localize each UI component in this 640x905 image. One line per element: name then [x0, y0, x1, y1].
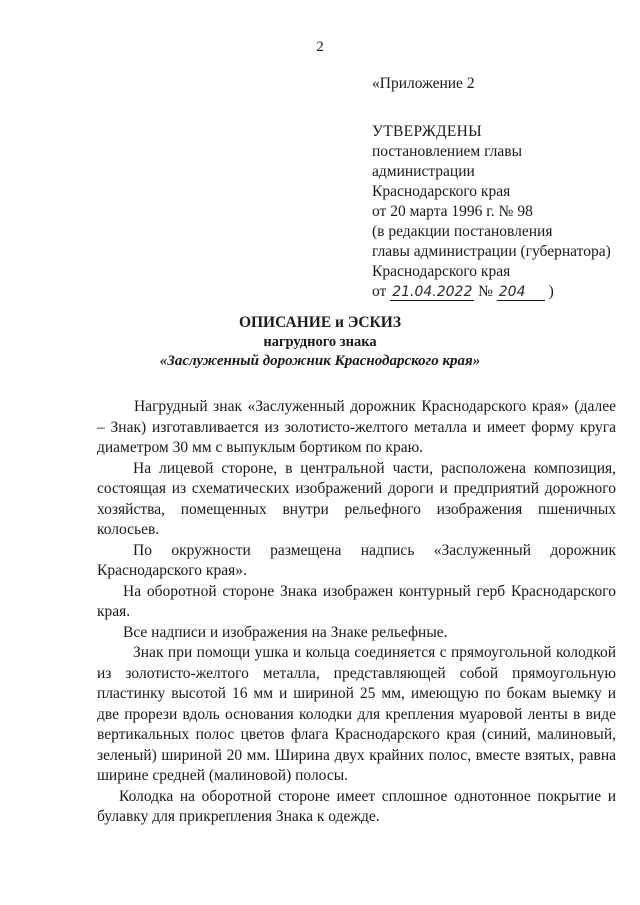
paragraph: Нагрудный знак «Заслуженный дорожник Краснодарского края» (далее – Знак) изготавливается из золотисто-желтого металла и имеет форму круга диаметром 30 мм с выпуклым бортиком по краю. — [97, 398, 616, 456]
handwritten-number: 204 — [497, 284, 545, 301]
paragraph: Все надписи и изображения на Знаке рельефные. — [123, 623, 448, 641]
title-line-3: «Заслуженный дорожник Краснодарского края» — [159, 353, 481, 369]
approval-from-prefix: от — [372, 283, 387, 300]
page-number: 2 — [316, 39, 324, 55]
paragraph: Колодка на оборотной стороне имеет сплошное однотонное покрытие и булавку для прикрепления Знака к одежде. — [97, 787, 616, 825]
approval-line: от 20 марта 1996 г. № 98 — [372, 203, 533, 220]
approval-line: (в редакции постановления — [372, 223, 553, 240]
paragraph: На лицевой стороне, в центральной части, расположена композиция, состоящая из схематических изображений дороги и предприятий дорожного хозяйства, помещенных внутри рельефного изображения пшеничных колосьев. — [97, 459, 616, 538]
document-title — [0, 313, 640, 371]
title-line-2: нагрудного знака — [263, 334, 377, 350]
paragraph: На оборотной стороне Знака изображен контурный герб Краснодарского края. — [97, 582, 616, 620]
approval-line: Краснодарского края — [372, 183, 511, 200]
approval-line: главы администрации (губернатора) — [372, 243, 611, 260]
approval-signature-line — [372, 282, 611, 302]
closing-bracket: ) — [548, 283, 554, 300]
handwritten-date: 21.04.2022 — [392, 284, 473, 300]
number-sign: № — [478, 283, 493, 300]
description-body — [97, 397, 616, 828]
approval-line: постановлением главы — [372, 143, 522, 160]
paragraph: Знак при помощи ушка и кольца соединяется с прямоугольной колодкой из золотисто-желтого металла, представляющей собой прямоугольную пластинку высотой 16 мм и шириной 25 мм, имеющую по бокам выемку и две прорези вдоль основания колодки для крепления муаровой ленты в виде вертикальных полос цветов флага Краснодарского края (синий, малиновый, зеленый) шириной 20 мм. Ширина двух крайних полос, вместе взятых, равна ширине средней (малиновой) полосы. — [97, 644, 616, 784]
appendix-label: «Приложение 2 — [372, 75, 475, 92]
title-line-1: ОПИСАНИЕ и ЭСКИЗ — [238, 314, 402, 331]
approval-block — [372, 122, 611, 302]
approval-line: Краснодарского края — [372, 263, 511, 280]
approval-line: администрации — [372, 163, 475, 180]
paragraph: По окружности размещена надпись «Заслуженный дорожник Краснодарского края». — [97, 541, 616, 579]
approval-heading: УТВЕРЖДЕНЫ — [372, 123, 482, 140]
